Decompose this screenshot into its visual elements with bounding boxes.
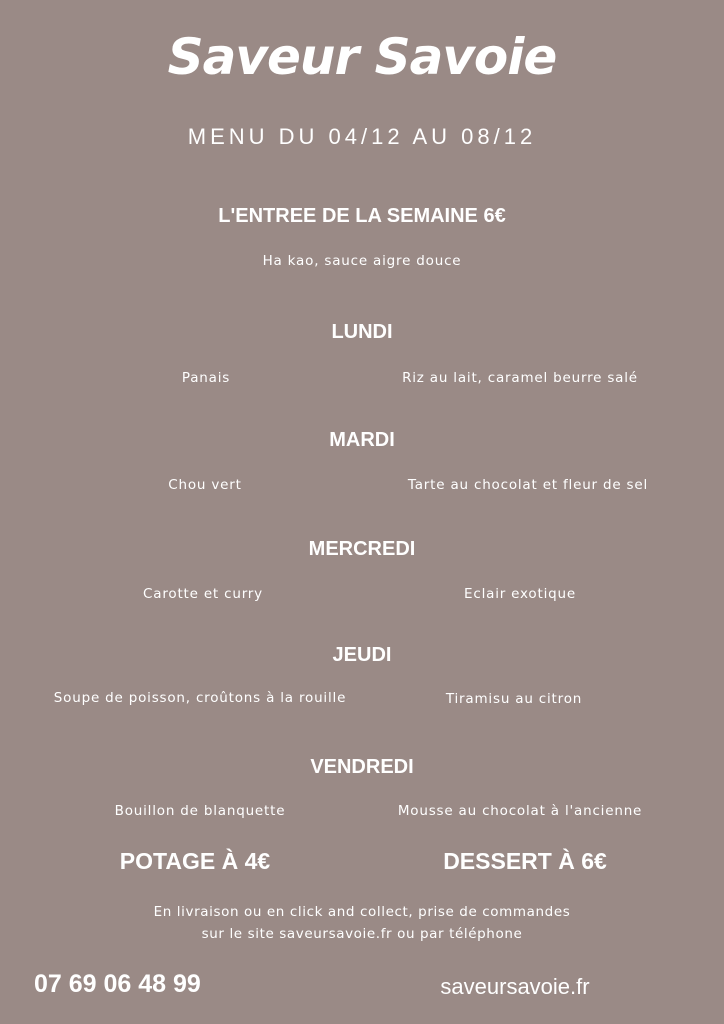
dessert-lundi: Riz au lait, caramel beurre salé (402, 370, 638, 386)
order-note-line-2: sur le site saveursavoie.fr ou par téléphone (201, 926, 523, 942)
menu-date-range: MENU DU 04/12 AU 08/12 (187, 124, 537, 149)
day-heading-mercredi: MERCREDI (308, 538, 416, 560)
website-link[interactable]: saveursavoie.fr (440, 974, 590, 999)
starter-item: Ha kao, sauce aigre douce (262, 253, 462, 269)
starter-heading: L'ENTREE DE LA SEMAINE 6€ (218, 205, 506, 227)
soup-price: POTAGE À 4€ (119, 848, 271, 874)
soup-mercredi: Carotte et curry (143, 586, 263, 602)
phone-number[interactable]: 07 69 06 48 99 (34, 970, 201, 998)
dessert-mardi: Tarte au chocolat et fleur de sel (407, 477, 649, 493)
day-heading-lundi: LUNDI (331, 321, 393, 343)
soup-jeudi: Soupe de poisson, croûtons à la rouille (53, 690, 347, 706)
dessert-mercredi: Eclair exotique (464, 586, 576, 602)
soup-vendredi: Bouillon de blanquette (114, 803, 286, 819)
brand-title: Saveur Savoie (167, 28, 557, 86)
dessert-jeudi: Tiramisu au citron (445, 691, 583, 707)
day-heading-jeudi: JEUDI (332, 644, 392, 666)
soup-lundi: Panais (181, 370, 231, 386)
order-note-line-1: En livraison ou en click and collect, prise de commandes (153, 904, 571, 920)
dessert-price: DESSERT À 6€ (443, 848, 607, 874)
dessert-vendredi: Mousse au chocolat à l'ancienne (397, 803, 643, 819)
day-heading-vendredi: VENDREDI (310, 756, 414, 778)
day-heading-mardi: MARDI (329, 429, 395, 451)
soup-mardi: Chou vert (168, 477, 242, 493)
